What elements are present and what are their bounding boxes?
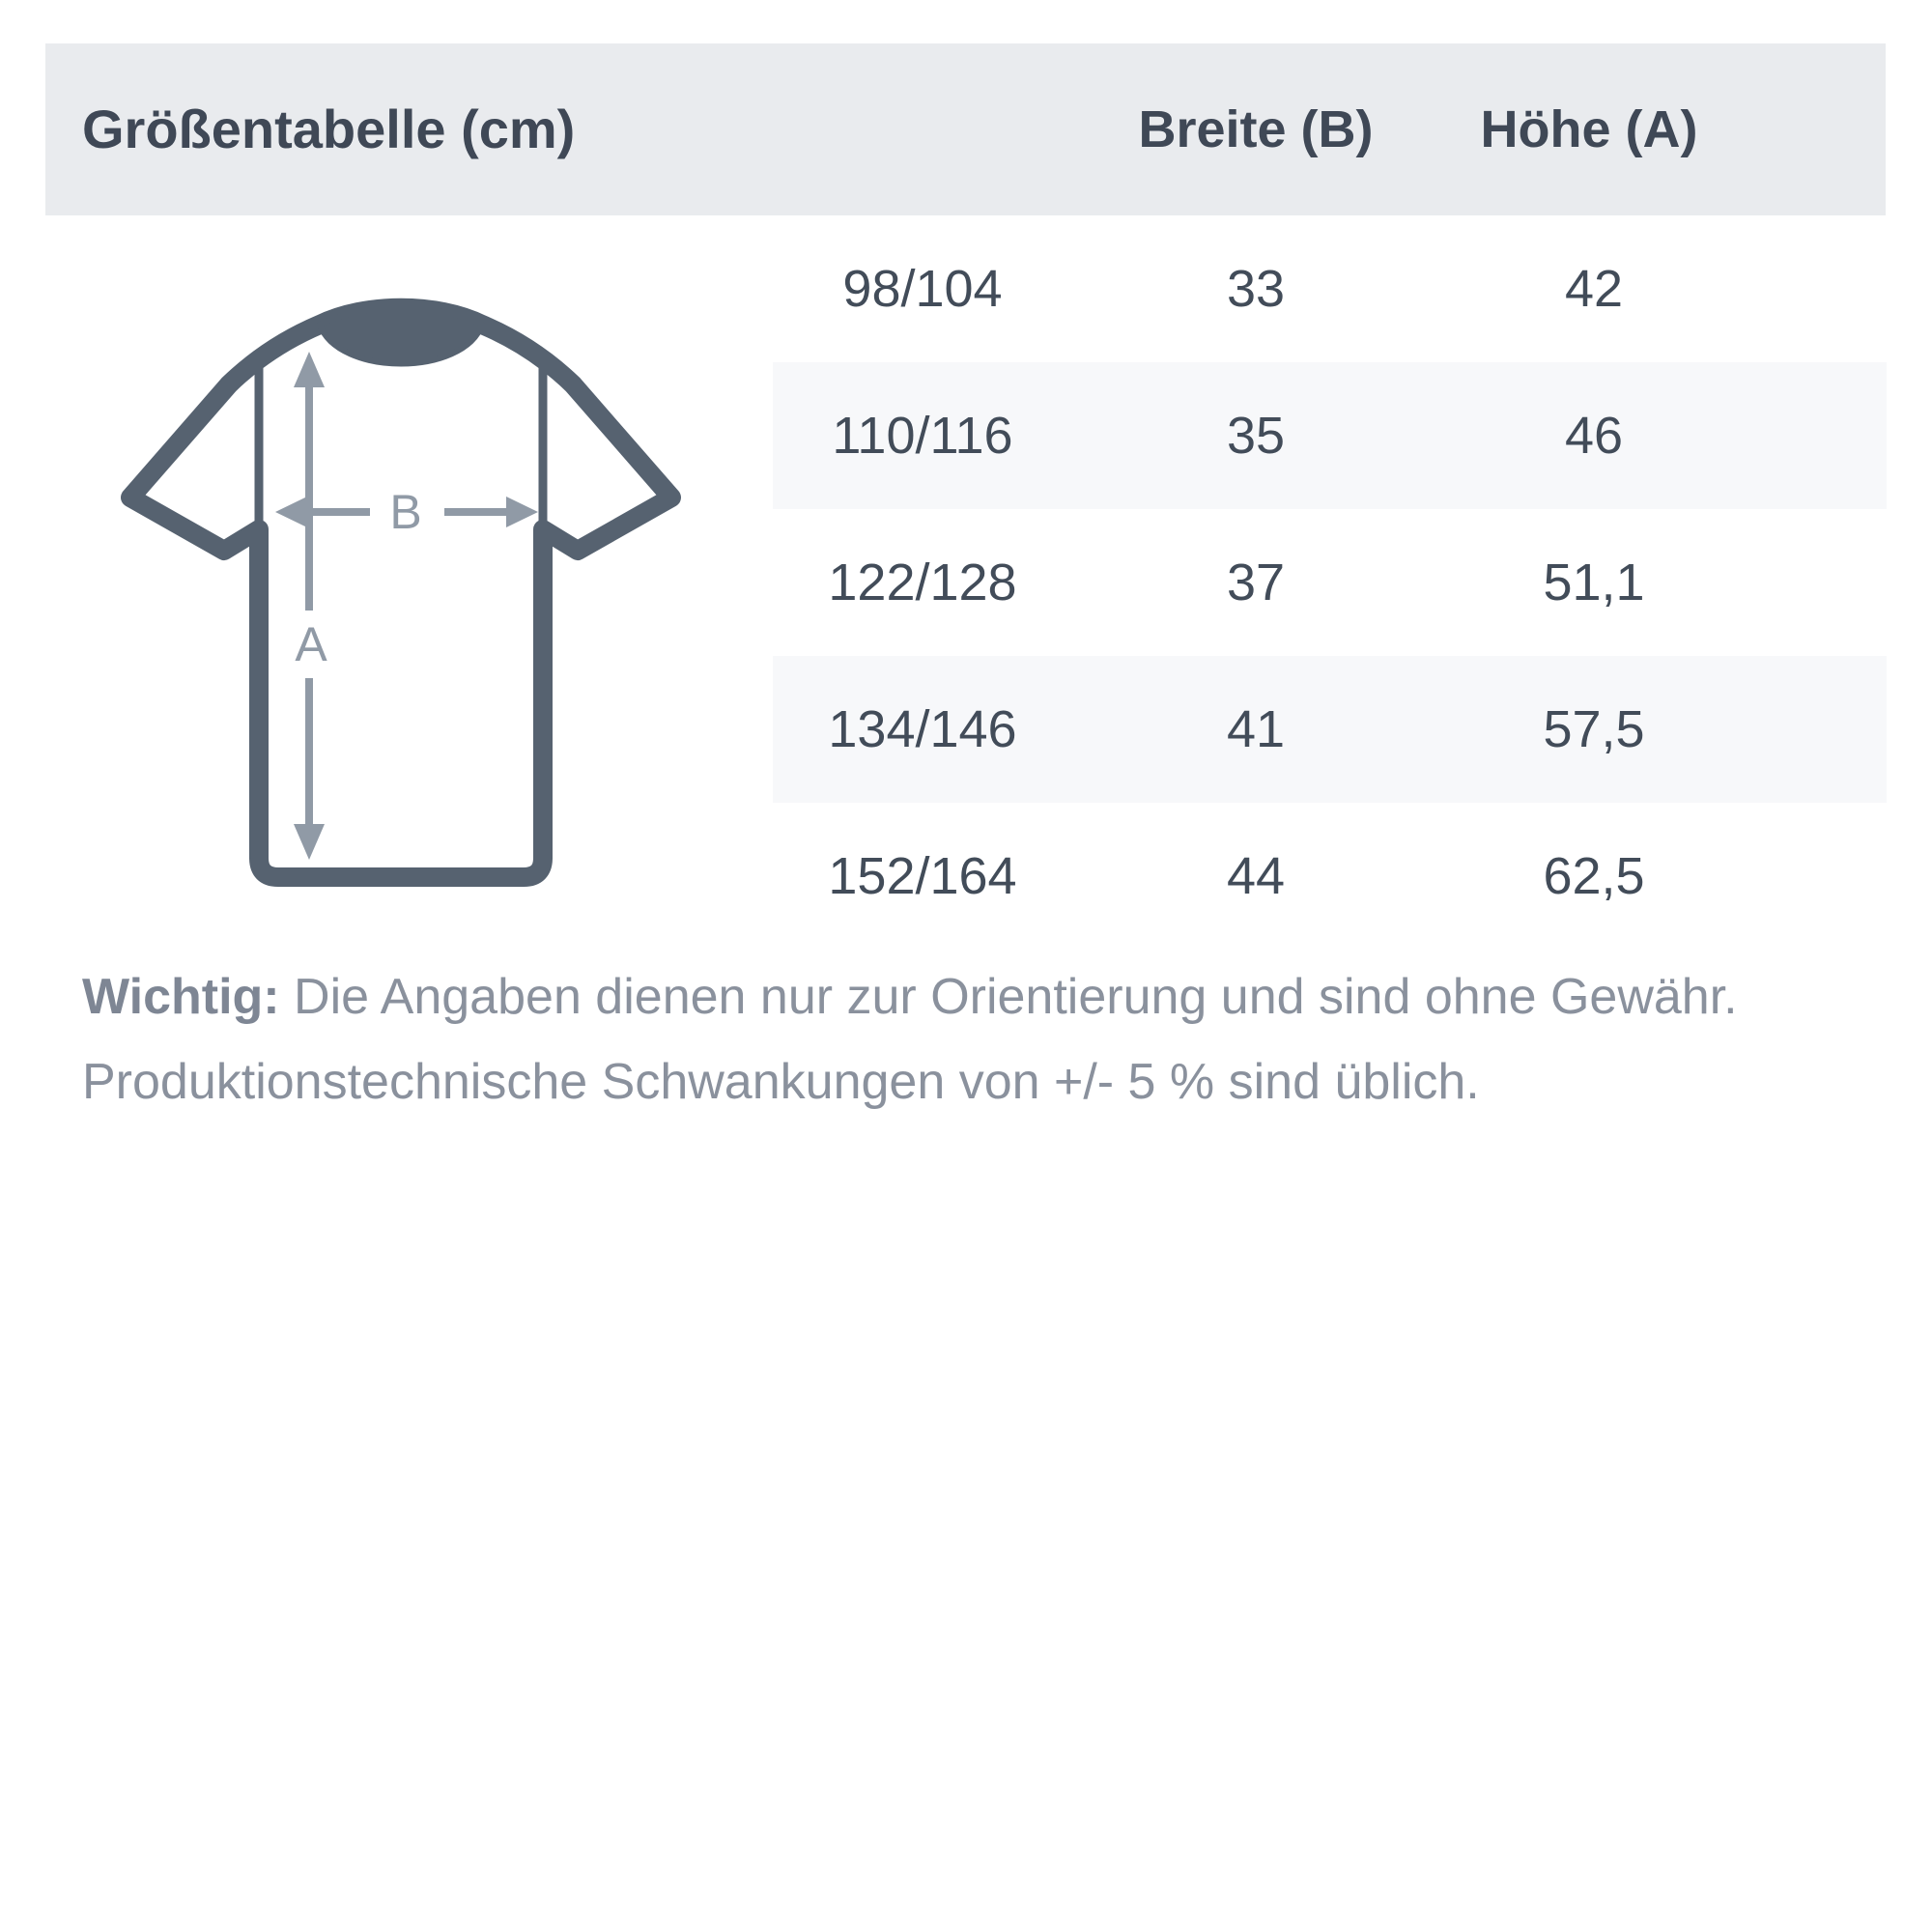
- hoehe-cell: 62,5: [1543, 847, 1645, 905]
- table-row: [773, 509, 1887, 656]
- breite-cell: 37: [1226, 554, 1286, 611]
- tshirt-outline: [130, 308, 671, 877]
- width-label: B: [389, 485, 422, 539]
- hoehe-cell: 57,5: [1543, 700, 1645, 758]
- size-cell: 134/146: [828, 700, 1017, 758]
- size-cell: 98/104: [842, 260, 1003, 318]
- table-row: [773, 656, 1887, 803]
- breite-cell: 35: [1226, 407, 1286, 465]
- hoehe-cell: 51,1: [1543, 554, 1645, 611]
- breite-cell: 33: [1226, 260, 1286, 318]
- note-important-label: Wichtig:: [82, 969, 280, 1025]
- column-header-hoehe: Höhe (A): [1480, 100, 1698, 158]
- note-line-1: [82, 954, 1860, 1039]
- breite-cell: 44: [1226, 847, 1286, 905]
- breite-cell: 41: [1226, 700, 1286, 758]
- table-row: [773, 362, 1887, 509]
- chart-title: Größentabelle (cm): [82, 99, 576, 159]
- height-label: A: [295, 617, 327, 671]
- column-header-breite: Breite (B): [1138, 100, 1374, 158]
- note-text: [82, 954, 1860, 1124]
- hoehe-cell: 46: [1564, 407, 1624, 465]
- note-line-2: Produktionstechnische Schwankungen von +/- 5 % sind üblich.: [82, 1054, 1480, 1110]
- size-cell: 152/164: [828, 847, 1017, 905]
- table-row: [773, 803, 1887, 950]
- note-line-1-text: Die Angaben dienen nur zur Orientierung und sind ohne Gewähr.: [279, 969, 1738, 1025]
- hoehe-cell: 42: [1564, 260, 1624, 318]
- tshirt-diagram-icon: [77, 232, 715, 947]
- size-cell: 110/116: [832, 407, 1013, 465]
- table-row: [773, 215, 1887, 362]
- size-cell: 122/128: [828, 554, 1017, 611]
